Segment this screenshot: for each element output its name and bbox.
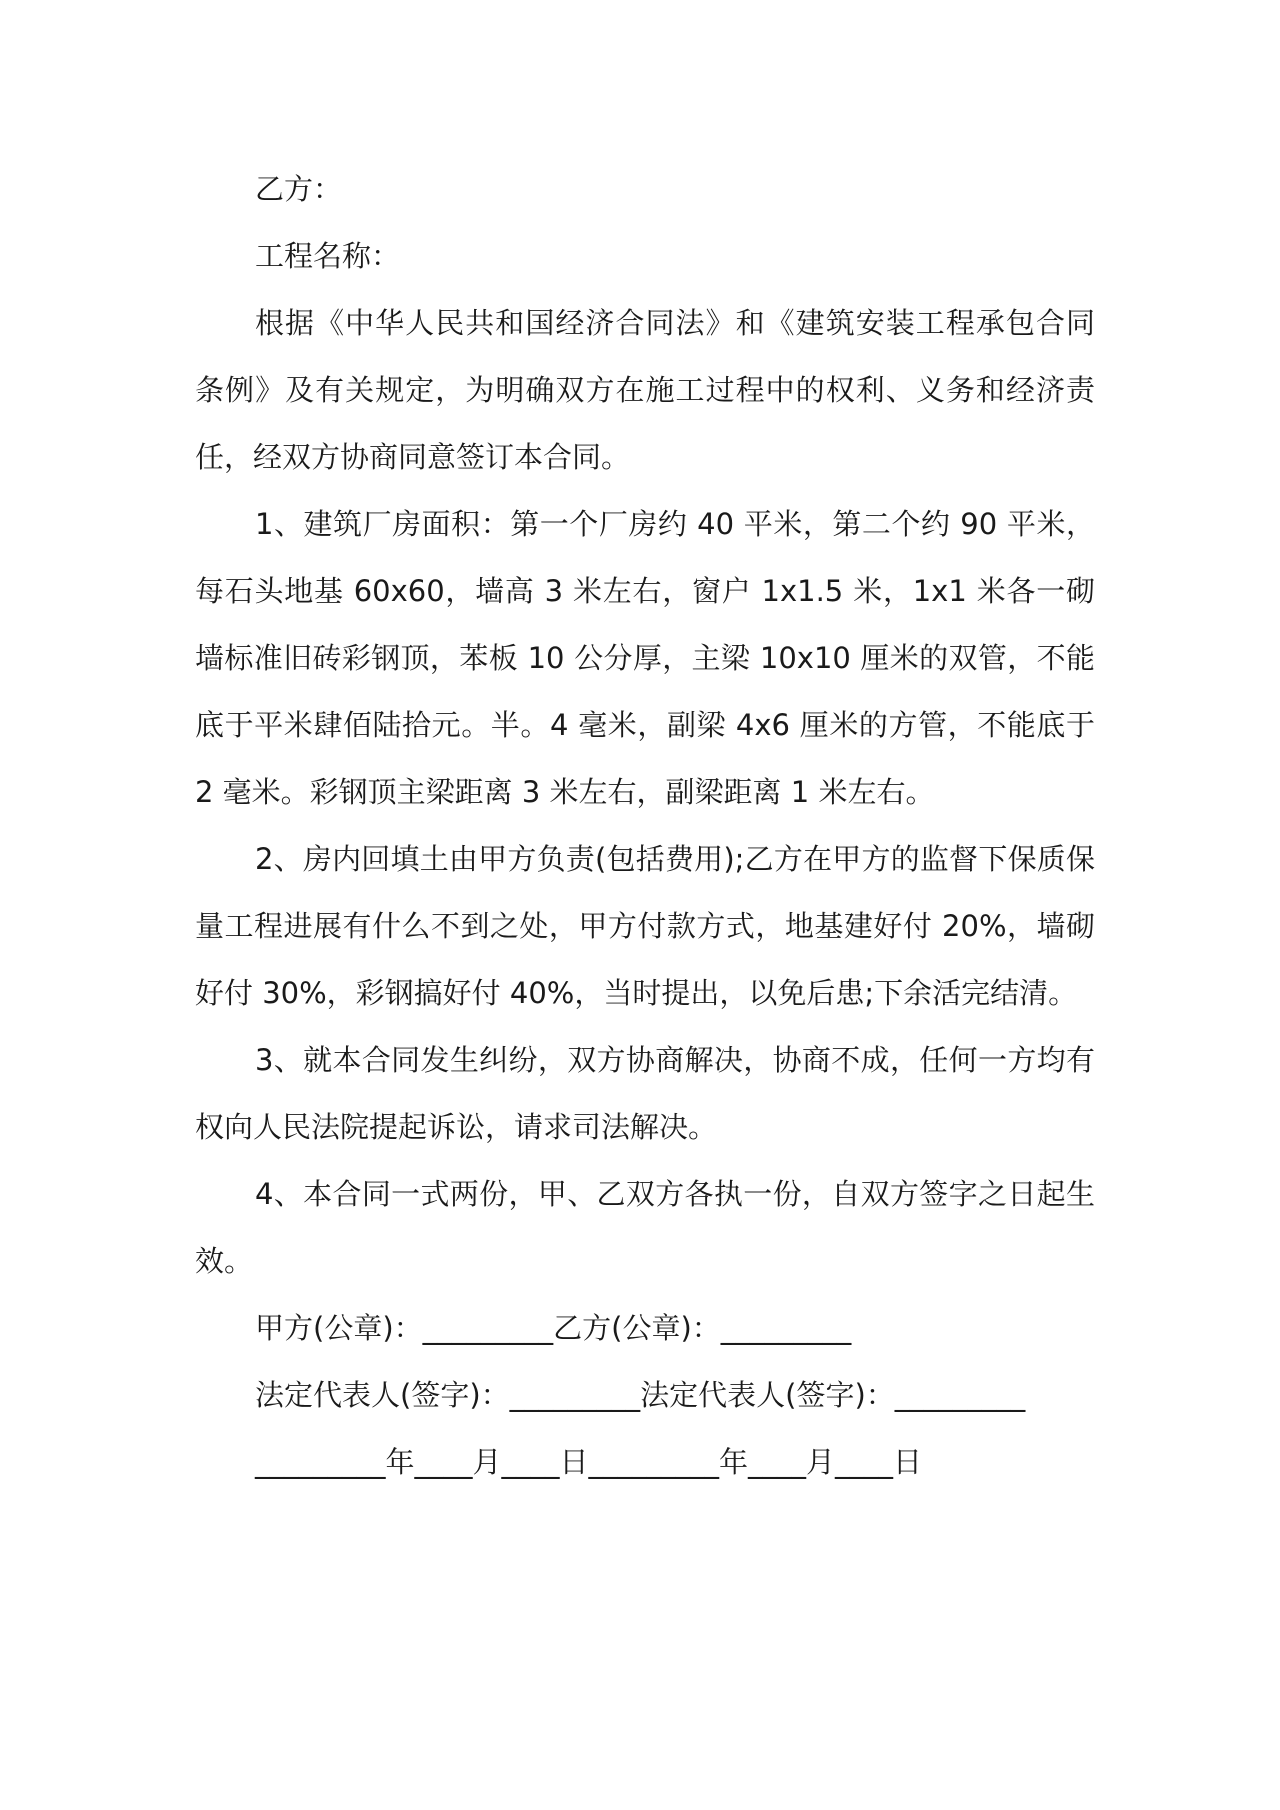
project-name-label: 工程名称： (255, 239, 401, 273)
clause-3: 3、就本合同发生纠纷，双方协商解决，协商不成，任何一方均有权向人民法院提起诉讼，请求司法解决。 (195, 1043, 1095, 1144)
clause-1: 1、建筑厂房面积：第一个厂房约 40 平米，第二个约 90 平米，每石头地基 60x60，墙高 3 米左右，窗户 1x1.5 米，1x1 米各一砌墙标准旧砖彩钢顶，苯板 10 公分厚，主梁 10x10 厘米的双管，不能底于平米肆佰陆拾元。半。4 毫米，副梁 4x6 厘米的方管，不能底于 2 毫米。彩钢顶主梁距离 3 米左右，副梁距离 1 米左右。 (195, 507, 1095, 809)
document-body (195, 156, 1095, 1496)
party-b-label: 乙方： (255, 172, 343, 206)
intro-paragraph: 根据《中华人民共和国经济合同法》和《建筑安装工程承包合同条例》及有关规定，为明确双方在施工过程中的权利、义务和经济责任，经双方协商同意签订本合同。 (195, 306, 1095, 474)
seal-signature-line: 甲方(公章)：_________乙方(公章)：_________ (255, 1311, 852, 1345)
clause-4: 4、本合同一式两份，甲、乙双方各执一份，自双方签字之日起生效。 (195, 1177, 1095, 1278)
date-line: _________年____月____日_________年____月____日 (255, 1445, 923, 1479)
representative-signature-line: 法定代表人(签字)：_________法定代表人(签字)：_________ (255, 1378, 1026, 1412)
clause-2: 2、房内回填土由甲方负责(包括费用);乙方在甲方的监督下保质保量工程进展有什么不到之处，甲方付款方式，地基建好付 20%，墙砌好付 30%，彩钢搞好付 40%，当时提出，以免后患;下余活完结清。 (195, 842, 1095, 1010)
